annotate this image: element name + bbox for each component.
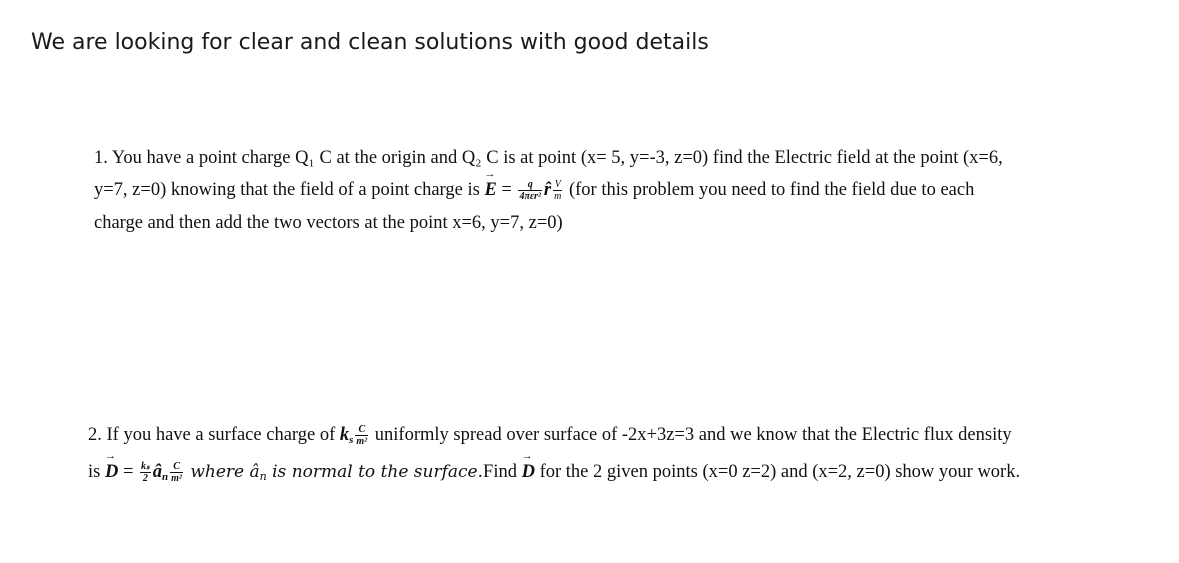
problem-1-line-2-text: y=7, z=0) knowing that the field of a point charge is: [94, 179, 485, 200]
fraction-denominator: 2: [142, 473, 148, 484]
problem-2-line-1-rest: uniformly spread over surface of -2x+3z=3 and we know that the Electric flux density: [370, 424, 1012, 445]
problem-1-line-3: charge and then add the two vectors at the point x=6, y=7, z=0): [94, 213, 563, 233]
problem-2-line-2-text: is: [88, 461, 105, 482]
equals-sign: =: [496, 179, 517, 200]
unit-numerator: V: [554, 179, 561, 190]
a-hat: â: [152, 461, 163, 482]
where-text-rest: is normal to the surface.: [266, 461, 484, 482]
equals-sign: =: [118, 461, 139, 482]
problem-1-line-2: [94, 179, 974, 202]
volts-per-meter-unit: [553, 179, 562, 202]
unit-numerator: C: [170, 461, 183, 473]
unit-denominator: m²: [171, 473, 182, 484]
unit-numerator: C: [355, 424, 368, 436]
problem-1-line-1: 1. You have a point charge Q₁ C at the origin and Q₂ C is at point (x= 5, y=-3, z=0) find the Electric field at the point (x=6,: [94, 148, 1003, 168]
find-text: Find: [483, 461, 522, 482]
problem-2-line-2: [88, 461, 1020, 484]
coulomb-per-m2-unit: [355, 424, 368, 447]
problem-1-line-2-note: (for this problem you need to find the field due to each: [564, 179, 975, 200]
r-hat-unit-vector: r̂: [543, 179, 552, 200]
flux-density-vector: → D: [105, 462, 118, 483]
page-heading: We are looking for clear and clean solutions with good details: [31, 30, 709, 55]
coulomb-fraction: [518, 179, 541, 202]
unit-denominator: m: [554, 191, 562, 202]
coulomb-fraction-numerator: q: [518, 179, 541, 191]
coulomb-fraction-denominator: 4πεr²: [519, 191, 541, 202]
fraction-numerator: kₛ: [141, 461, 150, 472]
problem-2-line-1-text: 2. If you have a surface charge of: [88, 424, 340, 445]
surface-charge-k: k: [339, 424, 350, 445]
electric-field-vector: → E: [484, 180, 496, 201]
problem-2-line-2-rest: for the 2 given points (x=0 z=2) and (x=2, z=0) show your work.: [534, 461, 1021, 482]
unit-denominator: m²: [356, 436, 368, 447]
normal-unit-vector: [153, 462, 168, 482]
where-text: where â: [184, 461, 260, 482]
where-subscript: n: [259, 469, 267, 483]
surface-charge-symbol: [340, 425, 354, 445]
flux-density-vector-2: → D: [522, 462, 535, 483]
coulomb-per-m2-unit-2: [170, 461, 183, 484]
where-clause: [185, 462, 483, 482]
ks-over-2-fraction: [140, 461, 151, 484]
surface-charge-subscript: s: [349, 433, 354, 446]
a-hat-subscript: n: [162, 470, 169, 483]
problem-2-line-1: [88, 424, 1012, 447]
